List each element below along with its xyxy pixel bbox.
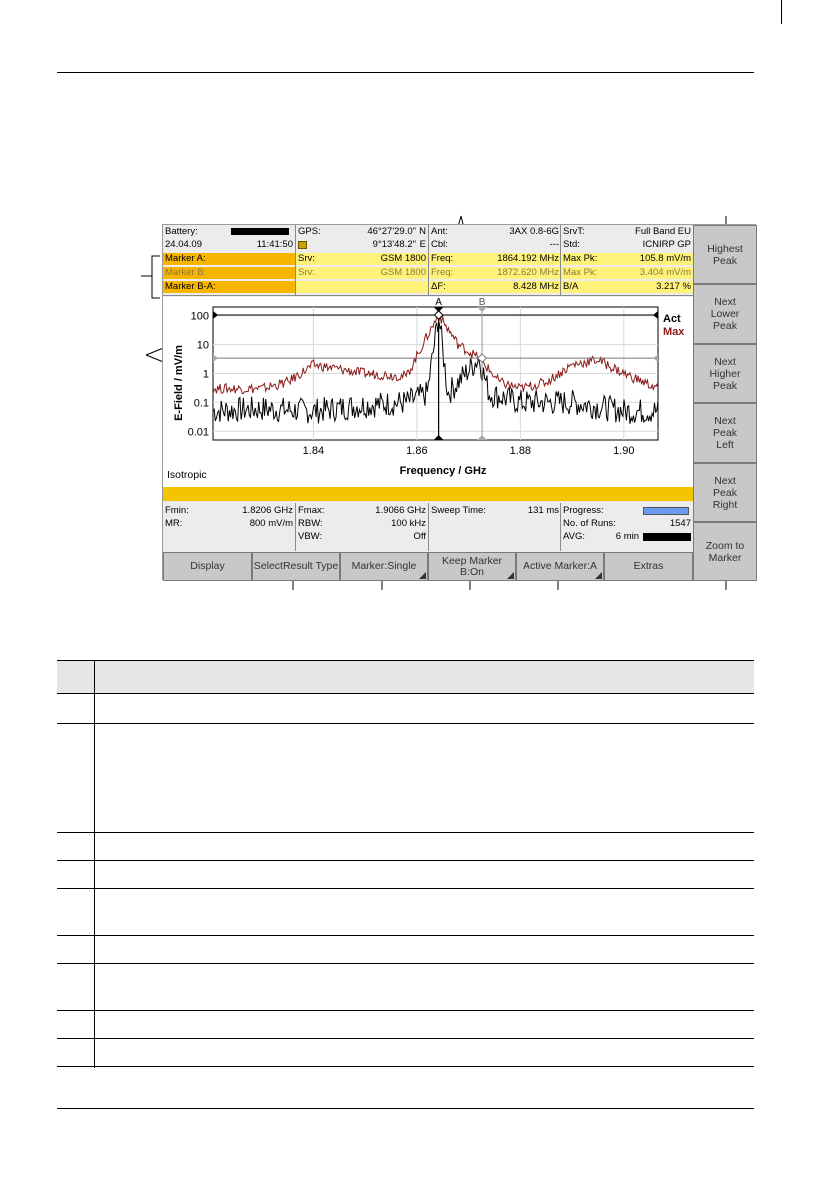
table-row [57,963,754,1011]
marker-b-max-peak: 3.404 mV/m [639,267,691,278]
runs-label: No. of Runs: [563,518,616,529]
softkey-label-line: Peak [713,486,737,499]
x-tick-label: 1.90 [613,445,635,457]
header-separator [295,225,296,295]
gps-longitude: 9°13'48.2" [372,239,416,250]
softkey-label-line: Highest [707,242,743,255]
softkey-label-line: Peak [713,427,737,439]
marker-b-service: GSM 1800 [380,267,426,278]
avg-progress-bar [643,533,691,541]
footer-rule [57,1108,754,1109]
softkey-label-line: Next [714,415,736,427]
marker-b-maxpk-label: Max Pk: [563,267,598,278]
standard-label: Std: [563,239,580,250]
fmax-label: Fmax: [298,505,325,516]
bottomkey-label-line: Extras [633,560,664,572]
table-row [57,1010,754,1039]
gps-lon-dir: E [419,239,426,250]
cable-label: Cbl: [431,239,448,250]
bottomkey-label-line: Select [253,560,283,572]
y-tick-label: 0.01 [187,426,209,439]
marker-b-label: Marker B: [165,267,207,278]
x-tick-label: 1.88 [509,445,532,457]
bottomkey-label-line: A [590,560,598,572]
softkey-label-line: Next [714,355,736,368]
gps-latitude: 46°27'29.0" [367,226,416,237]
progress-bar [643,507,689,515]
table-row [57,832,754,861]
y-tick-label: 1 [202,368,209,381]
settings-separator [560,503,561,551]
softkey-label-line: Left [716,439,734,451]
battery-label: Battery: [165,226,198,237]
marker-a-label: A [435,297,442,308]
marker-mode-button[interactable] [340,552,428,581]
sweep-time-label: Sweep Time: [431,505,486,516]
x-axis-label: Frequency / GHz [399,465,487,477]
marker-a-frequency: 1864.192 MHz [497,253,559,264]
x-tick-label: 1.86 [406,445,428,457]
table-row [57,860,754,889]
y-axis-label: E-Field / mV/m [173,345,185,421]
settings-panel [163,503,693,551]
ba-ratio-value: 3.217 % [656,281,691,292]
legend-max: Max [663,326,685,338]
fmax-value: 1.9066 GHz [375,505,426,516]
header-divider [163,295,693,296]
avg-label: AVG: [563,531,585,542]
table-row [57,723,754,833]
softkey-label-line: Next [714,474,736,487]
softkey-label-line: Higher [709,367,741,380]
mr-label: MR: [165,518,183,529]
battery-icon [231,228,289,235]
y-tick-label: 10 [196,339,209,352]
date-value: 24.04.09 [165,239,202,250]
marker-a-srv-label: Srv: [298,253,315,264]
settings-separator [295,503,296,551]
y-tick-label: 100 [190,310,209,323]
zoom-to-marker-button[interactable] [693,522,757,581]
softkey-label-line: Lower [710,308,740,320]
x-tick-label: 1.84 [302,445,325,457]
antenna-label: Ant: [431,226,448,237]
softkey-label-line: Peak [713,379,737,392]
legend-act: Act [663,313,681,325]
submenu-indicator-icon [419,572,426,579]
avg-value: 6 min [615,531,639,542]
vbw-label: VBW: [298,531,323,542]
extras-button[interactable] [604,552,693,581]
table-row [57,1038,754,1067]
header-separator [428,225,429,295]
next-higher-peak-button[interactable] [693,344,757,403]
bottomkey-label-line: Marker: [351,560,388,572]
softkey-label-line: Marker [708,551,742,564]
softkey-label-line: Right [712,498,738,511]
marker-ba-label: Marker B-A: [165,281,216,292]
marker-b-frequency: 1872.620 MHz [497,267,559,278]
marker-b-label: B [478,297,486,308]
active-marker-button[interactable] [516,552,604,581]
isotropic-label: Isotropic [167,469,207,481]
cable-value: --- [549,239,559,250]
submenu-indicator-icon [595,572,602,579]
submenu-indicator-icon [507,572,514,579]
softkey-label-line: Peak [713,254,737,267]
keep-marker-b-button[interactable] [428,552,516,581]
vbw-value: Off [413,531,426,542]
mr-value: 800 mV/m [249,518,293,529]
bottomkey-label-line: Active Marker: [522,560,591,572]
time-value: 11:41:50 [256,239,293,250]
y-tick-label: 0.1 [193,397,209,410]
progress-label: Progress: [563,505,604,516]
rbw-label: RBW: [298,518,323,529]
next-lower-peak-button[interactable] [693,284,757,344]
gps-fix-icon [298,241,307,249]
bottomkey-label-line: Result Type [282,560,339,572]
runs-value: 1547 [669,518,691,529]
device-screen [162,224,756,580]
bottomkey-label-line: Keep Marker B: [441,554,503,578]
settings-separator [428,503,429,551]
sweep-time-value: 131 ms [527,505,559,516]
ba-ratio-label: B/A [563,281,579,292]
fmin-value: 1.8206 GHz [242,505,293,516]
marker-b-srv-label: Srv: [298,267,315,278]
table-row [57,694,754,724]
marker-a-service: GSM 1800 [380,253,426,264]
display-button[interactable] [163,552,252,581]
next-peak-left-button[interactable] [693,403,757,463]
header-separator [560,225,561,295]
antenna-value: 3AX 0.8-6G [509,226,559,237]
softkey-label-line: Zoom to [705,539,745,552]
service-table-label: SrvT: [563,226,585,237]
service-table-value: Full Band EU [635,226,691,237]
table-header [57,660,754,694]
gps-label: GPS: [298,226,321,237]
progress-fill [644,508,688,514]
select-result-type-button[interactable] [252,552,340,581]
spectrum-chart[interactable] [163,297,693,487]
softkey-label-line: Peak [713,320,737,332]
delta-f-value: 8.428 MHz [513,281,559,292]
softkey-label-line: Next [714,296,736,308]
marker-a-maxpk-label: Max Pk: [563,253,598,264]
highest-peak-button[interactable] [693,225,757,284]
marker-a-label: Marker A: [165,253,206,264]
message-bar [163,487,693,501]
fmin-label: Fmin: [165,505,189,516]
standard-value: ICNIRP GP [642,239,691,250]
table-row [57,935,754,964]
spectrum-chart-svg [163,297,693,487]
gps-lat-dir: N [419,226,426,237]
table-row [57,888,754,936]
marker-a-max-peak: 105.8 mV/m [639,253,691,264]
rbw-value: 100 kHz [391,518,426,529]
marker-b-freq-label: Freq: [431,267,454,278]
marker-a-freq-label: Freq: [431,253,454,264]
next-peak-right-button[interactable] [693,463,757,522]
bottomkey-label-line: Single [387,560,417,572]
delta-f-label: ΔF: [431,281,446,292]
bottomkey-label-line: Display [190,560,225,572]
bottomkey-label-line: On [469,565,484,578]
